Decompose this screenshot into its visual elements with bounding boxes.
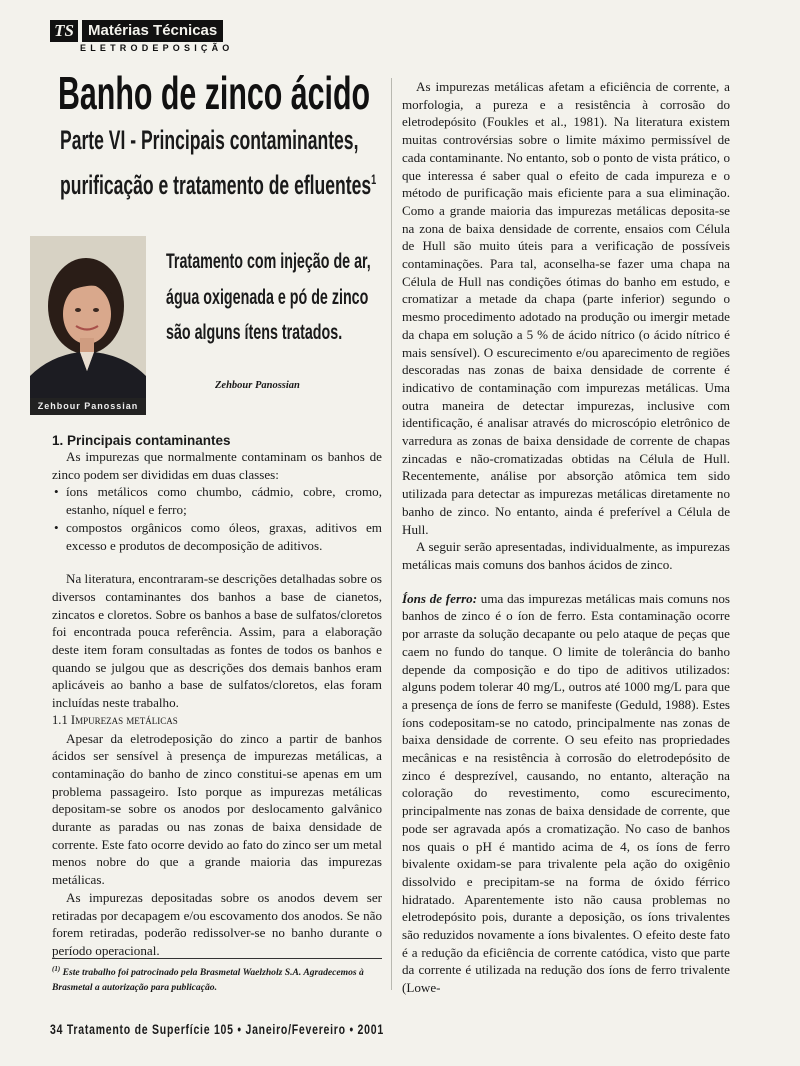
paragraph: As impurezas que normalmente contaminam os banhos de zinco podem ser divididas em duas classes:	[52, 449, 382, 482]
blurb	[166, 244, 371, 351]
column-divider	[391, 78, 392, 990]
author-photo	[30, 236, 146, 414]
term-heading: Íons de ferro:	[402, 590, 478, 606]
footnote-mark: (1)	[52, 965, 61, 973]
article-subtitle-line-1: Parte VI - Principais contaminantes,	[60, 125, 359, 155]
paragraph: Na literatura, encontraram-se descrições detalhadas sobre os diversos contaminantes dos banhos a base de cianetos, zincatos e cloretos. Sobre os banhos a base de sulfatos/cloretos foi encontrada pouca referência. Assim, para a elaboração deste item foram consultadas as fontes de todos os banhos e quando se julgou que as descrições dos demais banhos eram aplicáveis ao banho a base de sulfatos/cloretos, elas foram incluídas neste trabalho.	[52, 571, 382, 711]
right-column	[402, 78, 730, 997]
blurb-line: são alguns ítens tratados.	[166, 321, 343, 344]
author-portrait	[30, 236, 146, 414]
footnote-marker: 1	[371, 171, 377, 187]
blurb-line: água oxigenada e pó de zinco	[166, 285, 369, 309]
paragraph-text: uma das impurezas metálicas mais comuns nos banhos de zinco é o íon de ferro. Esta contaminação ocorre por arraste da solução decapante ou pelo ataque de peças que caem no fundo do tanque. O limite de tolerância do banho depende da composição e do tipo de aditivos utilizados: alguns podem tolerar 40 mg/L, outros até 1000 mg/L para que a presença de íons de ferro se manifeste (Geduld, 1988). Estes íons codepositam-se no catodo, principalmente nas zonas de baixa densidade de corrente. O seu efeito nas propriedades mecânicas e na resistência à corrosão do eletrodepósito de zinco é desprezível, causando, no entanto, alteração na coloração do revestimento, como escurecimento, principalmente nas zonas de baixa densidade de corrente, que pode ser agravada após a cromatização. No caso de banhos nos quais o pH é mantido acima de 4, os íons de ferro bivalente oxidam-se para trivalente pela ação do oxigênio dissolvido e precipitam-se na forma de óxido férrico hidratado. Aparentemente isto não causa problemas no eletrodepósito pois, durante a deposição, os íons trivalentes são reduzidos novamente a íons bivalentes. O efeito deste fato é a redução da eficiência de corrente catódica, visto que parte da corrente é utilizada na redução dos íons de ferro trivalente (Lowe-	[402, 590, 731, 996]
subsection-heading: 1.1 Impurezas metálicas	[52, 712, 178, 727]
section-heading: 1. Principais contaminantes	[52, 433, 231, 448]
left-column	[52, 433, 382, 960]
list-item: • compostos orgânicos como óleos, graxas, aditivos em excesso e produtos de decomposição de aditivos.	[66, 519, 382, 554]
footnote-text: Este trabalho foi patrocinado pela Brasmetal Waelzholz S.A. Agradecemos à Brasmetal a autorização para publicação.	[52, 967, 364, 994]
blurb-line: Tratamento com injeção de ar,	[166, 250, 371, 273]
article-subtitle-line-2	[60, 170, 376, 201]
section-subtitle: ELETRODEPOSIÇÃO	[80, 43, 234, 53]
section-title: Matérias Técnicas	[82, 20, 223, 42]
footnote-divider	[52, 958, 382, 959]
bullet-list	[52, 483, 382, 554]
author-name: Zehbour Panossian	[215, 380, 300, 391]
list-item: • íons metálicos como chumbo, cádmio, cobre, cromo, estanho, níquel e ferro;	[66, 483, 382, 518]
footnote	[52, 962, 382, 995]
paragraph-iron-ions	[402, 590, 730, 997]
paragraph: As impurezas depositadas sobre os anodos devem ser retiradas por decapagem e/ou escovamento dos anodos. Se não forem retiradas, poderão redissolver-se no banho durante o período operacional.	[52, 889, 382, 958]
photo-caption: Zehbour Panossian	[30, 398, 146, 415]
paragraph: As impurezas metálicas afetam a eficiência de corrente, a morfologia, a pureza e a resistência à corrosão do eletrodepósito (Foukles et al., 1981). Na literatura existem muitas controvérsias sobre o limite máximo permissível de cada contaminante. No entanto, sob o ponto de vista prático, o que interessa é saber qual o efeito de cada impureza e o método de purificação mais eficiente para a sua eliminação. Como a grande maioria das impurezas metálicas deposita-se na zona de baixa densidade de corrente, ensaios com Célula de Hull são muito úteis para a verificação de possíveis contaminações. Para tal, aconselha-se fazer uma chapa na Célula de Hull nas condições ótimas do banho em estudo, e cromatizar a metade da chapa (parte inferior) segundo o mesmo procedimento adotado na produção ou imergir metade da chapa em solução a 5 % de ácido nítrico (o ácido nítrico é mais sensível). O escurecimento e/ou aparecimento de regiões descoradas nas zonas de baixa densidade de corrente é indicativo de contaminação com impurezas metálicas. Uma outra maneira de detectar impurezas, inclusive com identificação, é analisar através do microscópio eletrônico de varredura as zonas de baixa densidade de corrente de chapas zincadas e não-cromatizadas obtidas na Célula de Hull. Recentemente, análise por absorção atômica tem sido utilizada para detectar as impurezas metálicas diretamente no banho de zinco. No entanto, ainda é preferível a Célula de Hull.	[402, 79, 730, 537]
magazine-logo: TS	[50, 20, 78, 42]
subtitle-text: purificação e tratamento de efluentes	[60, 170, 372, 200]
paragraph: A seguir serão apresentadas, individualmente, as impurezas metálicas mais comuns dos banhos ácidos de zinco.	[402, 539, 730, 572]
article-title: Banho de zinco ácido	[58, 67, 371, 119]
paragraph: Apesar da eletrodeposição do zinco a partir de banhos ácidos ser sensível à presença de impurezas metálicas, a contaminação do banho de zinco constitui-se apenas em um problema passageiro. Isto porque as impurezas metálicas depositam-se sobre os anodos por deslocamento galvânico durante as paradas ou nas zonas de baixa densidade de corrente. Este fato ocorre devido ao fato do zinco ser um metal menos nobre do que a grande maioria das impurezas metálicas.	[52, 730, 382, 888]
page-footer: 34 Tratamento de Superfície 105 • Janeiro/Fevereiro • 2001	[50, 1021, 384, 1037]
